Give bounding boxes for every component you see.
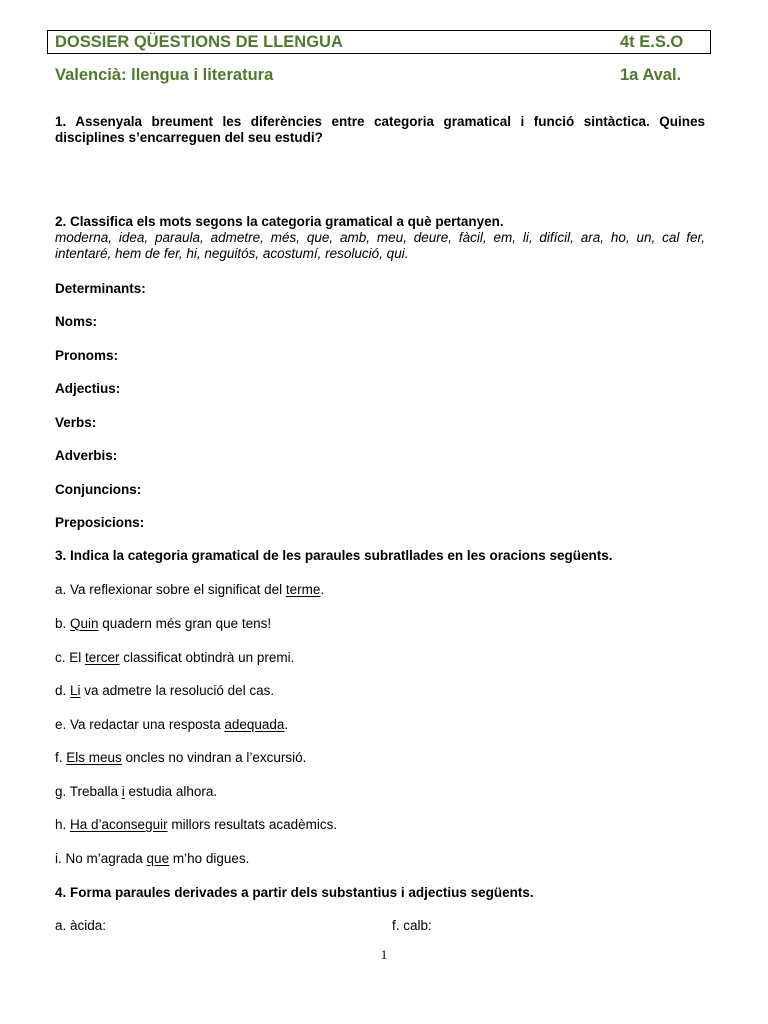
sentence-d: d. Li va admetre la resolució del cas.	[55, 683, 275, 698]
question-2-words: moderna, idea, paraula, admetre, més, que, amb, meu, deure, fàcil, em, li, difícil, ara, ho, un, cal fer, intentaré, hem de fer, hi, neguitós, acostumí, resolució, qui.	[55, 230, 705, 261]
course-level: 4t E.S.O	[620, 33, 684, 51]
category-conjuncions: Conjuncions:	[55, 482, 142, 497]
question-1: 1. Assenyala breument les diferències entre categoria gramatical i funció sintàctica. Quines disciplines s’encarreguen del seu estudi?	[55, 114, 705, 145]
sentence-a: a. Va reflexionar sobre el significat del terme.	[55, 582, 325, 597]
sentence-b: b. Quin quadern més gran que tens!	[55, 616, 272, 631]
derivation-item-a: a. àcida:	[55, 918, 107, 933]
question-4-title: 4. Forma paraules derivades a partir dels substantius i adjectius següents.	[55, 885, 534, 900]
sentence-i: i. No m’agrada que m’ho digues.	[55, 851, 250, 866]
category-pronoms: Pronoms:	[55, 348, 119, 363]
subject-title: Valencià: llengua i literatura	[55, 66, 274, 84]
sentence-c: c. El tercer classificat obtindrà un premi.	[55, 650, 295, 665]
category-verbs: Verbs:	[55, 415, 97, 430]
dossier-title: DOSSIER QÜESTIONS DE LLENGUA	[55, 33, 343, 51]
sentence-g: g. Treballa i estudia alhora.	[55, 784, 218, 799]
question-3-title: 3. Indica la categoria gramatical de les paraules subratllades en les oracions següents.	[55, 548, 613, 563]
page-number: 1	[380, 947, 388, 962]
sentence-h: h. Ha d’aconseguir millors resultats acadèmics.	[55, 817, 338, 832]
question-2-title: 2. Classifica els mots segons la categoria gramatical a què pertanyen.	[55, 214, 504, 229]
derivation-item-f: f. calb:	[392, 918, 432, 933]
sentence-e: e. Va redactar una resposta adequada.	[55, 717, 289, 732]
category-adverbis: Adverbis:	[55, 448, 118, 463]
category-noms: Noms:	[55, 314, 98, 329]
evaluation-label: 1a Aval.	[620, 66, 682, 84]
sentence-f: f. Els meus oncles no vindran a l’excursió.	[55, 750, 307, 765]
category-preposicions: Preposicions:	[55, 515, 145, 530]
category-determinants: Determinants:	[55, 281, 146, 296]
category-adjectius: Adjectius:	[55, 381, 121, 396]
